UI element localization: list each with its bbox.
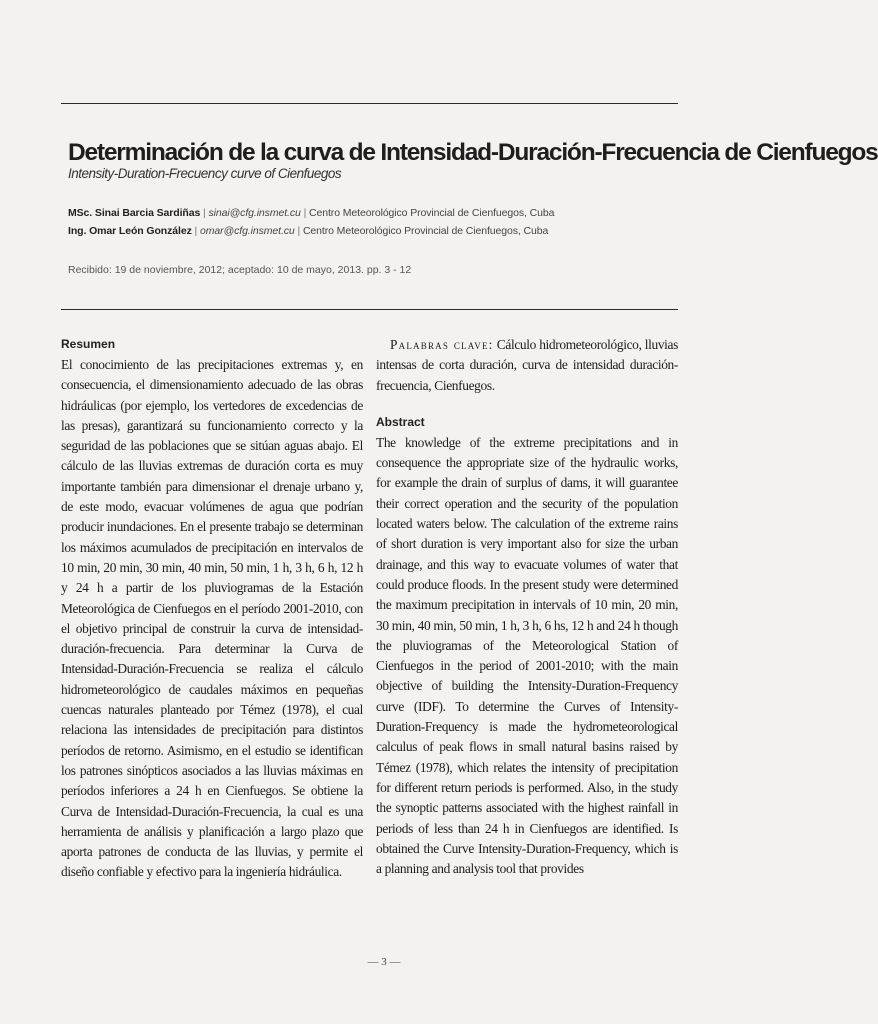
article-title: Determinación de la curva de Intensidad-Duración-Frecuencia de Cienfuegos: [68, 139, 878, 166]
page-number: — 3 —: [367, 956, 401, 968]
left-column: [61, 335, 363, 883]
separator: |: [194, 225, 198, 237]
abstract-heading: Abstract: [376, 414, 425, 429]
keywords-label: Palabras clave:: [390, 337, 494, 352]
author-name: Ing. Omar León González: [68, 225, 192, 237]
article-subtitle: Intensity-Duration-Frecuency curve of Cienfuegos: [68, 166, 342, 181]
received-dates: Recibido: 19 de noviembre, 2012; aceptado: 10 de mayo, 2013. pp. 3 - 12: [68, 264, 412, 276]
author-email: sinai@cfg.insmet.cu: [208, 207, 301, 219]
author-line-1: [68, 207, 554, 219]
separator: |: [297, 225, 301, 237]
section-rule: [61, 309, 678, 310]
keywords: [376, 335, 678, 396]
separator: |: [303, 207, 307, 219]
author-line-2: [68, 225, 548, 237]
separator: |: [203, 207, 206, 219]
author-name: MSc. Sinai Barcia Sardiñas: [68, 207, 201, 219]
author-email: omar@cfg.insmet.cu: [200, 225, 295, 237]
author-affiliation: Centro Meteorológico Provincial de Cienfuegos, Cuba: [309, 207, 555, 219]
abstract-text: The knowledge of the extreme precipitations and in consequence the appropriate size of the hydraulic works, for example the drain of surplus of dams, it will guarantee their correct operation and the security of the population located waters below. The calculation of the extreme rains of short duration is very important also for size the urban drainage, and this way to evacuate volumes of water that could produce floods. In the present study were determined the maximum precipitation in intervals of 10 min, 20 min, 30 min, 40 min, 50 min, 1 h, 3 h, 6 hs, 12 h and 24 h though the pluviogramas of the Meteorological Station of Cienfuegos in the period of 2001-2010; with the main objective of building the Intensity-Duration-Frequency curve (IDF). To determine the Curves of Intensity-Duration-Frequency is made the hydrometeorological calculus of peak flows in small natural basins raised by Témez (1978), which relates the intensity of precipitation for different return periods is performed. Also, in the study the synoptic patterns associated with the highest rainfall in periods of less than 24 h in Cienfuegos are identified. Is obtained the Curve Intensity-Duration-Frequency, which is a planning and analysis tool that provides: [376, 434, 678, 877]
resumen-text: El conocimiento de las precipitaciones extremas y, en consecuencia, el dimensionamiento adecuado de las obras hidráulicas (por ejemplo, los vertedores de excedencias de las presas), garantizará su funcionamiento correcto y la seguridad de las poblaciones que se sitúan aguas abajo. El cálculo de las lluvias extremas de duración corta es muy importante también para dimensionar el drenaje urbano y, de este modo, evacuar volúmenes de agua que podrían producir inundaciones. En el presente trabajo se determinan los máximos acumulados de precipitación en intervalos de 10 min, 20 min, 30 min, 40 min, 50 min, 1 h, 3 h, 6 h, 12 h y 24 h a partir de los pluviogramas de la Estación Meteorológica de Cienfuegos en el período 2001-2010, con el objetivo principal de construir la curva de intensidad-duración-frecuencia. Para determinar la Curva de Intensidad-Duración-Frecuencia se realiza el cálculo hidrometeorológico de caudales máximos en pequeñas cuencas naturales planteado por Témez (1978), el cual relaciona las intensidades de precipitación para distintos períodos de retorno. Asimismo, en el estudio se identifican los patrones sinópticos asociados a las lluvias máximas en períodos inferiores a 24 h en Cienfuegos. Se obtiene la Curva de Intensidad-Duración-Frecuencia, la cual es una herramienta de análisis y planificación a largo plazo que aporta patrones de conducta de las lluvias, y permite el diseño confiable y efectivo para la ingeniería hidráulica.: [61, 357, 363, 880]
author-affiliation: Centro Meteorológico Provincial de Cienfuegos, Cuba: [302, 225, 549, 237]
right-column: [376, 335, 678, 879]
keywords-text: Cálculo hidrometeorológico, lluvias intensas de corta duración, curva de intensidad duración-frecuencia, Cienfuegos.: [376, 337, 678, 393]
resumen-heading: Resumen: [61, 337, 116, 351]
top-rule: [61, 103, 678, 104]
